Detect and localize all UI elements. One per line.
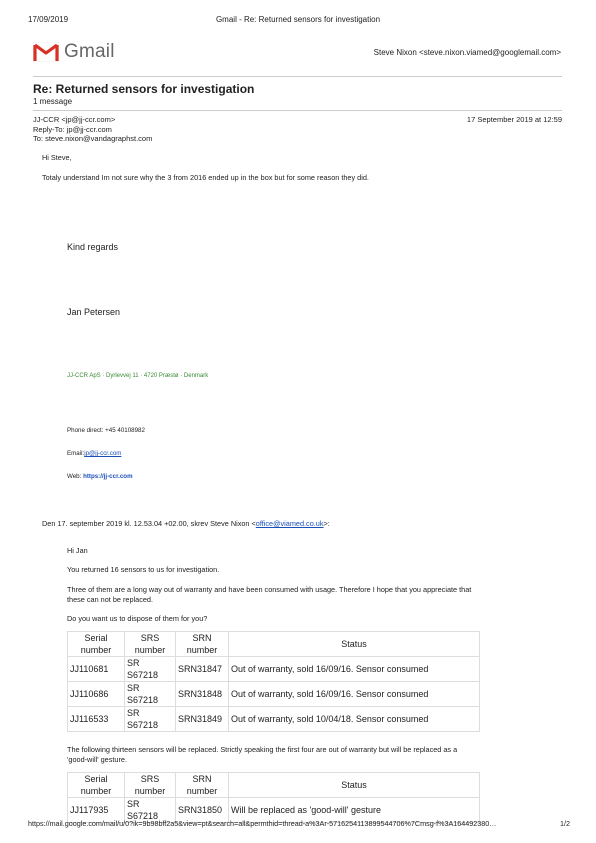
header-srn-label: SRN number (186, 633, 218, 655)
page-url: https://mail.google.com/mail/u/0?ik=9b98bff2a5&view=pt&search=all&permthid=thread-a%3Ar-5716254113899544706%7Cmsg-f%3A164492380… (28, 819, 497, 828)
header-srn-label: SRN number (186, 774, 218, 796)
reply-to: Reply-To: jp@jj-ccr.com (33, 125, 112, 134)
gmail-wordmark: Gmail (64, 41, 115, 62)
header-srn (176, 632, 229, 657)
header-status (229, 773, 480, 798)
gmail-m-icon (33, 42, 59, 62)
cell-srn: SRN31850 (176, 798, 229, 823)
cell-serial: JJ110686 (68, 682, 125, 707)
quote-paragraph-4b: 'good-will' gesture. (67, 755, 127, 764)
cell-srn: SRN31847 (176, 657, 229, 682)
email-subject: Re: Returned sensors for investigation (33, 82, 255, 96)
subject-divider (33, 110, 562, 111)
cell-status: Out of warranty, sold 16/09/16. Sensor consumed (229, 657, 480, 682)
quote-header-end: >: (323, 519, 330, 528)
table-header-row (68, 773, 480, 798)
email-label: Email: (67, 450, 85, 457)
header-serial-label: Serial number (80, 633, 112, 655)
company-address: JJ-CCR ApS · Dyrlevvej 11 · 4720 Præstø · Denmark (67, 373, 209, 379)
header-srs (125, 632, 176, 657)
table-row (68, 707, 480, 732)
quote-paragraph-1: You returned 16 sensors to us for investigation. (67, 565, 220, 574)
quote-paragraph-3: Do you want us to dispose of them for you? (67, 614, 208, 623)
cell-srn: SRN31848 (176, 682, 229, 707)
message-count: 1 message (33, 97, 73, 106)
sensor-table-consumed (67, 631, 480, 732)
cell-srs: SR S67218 (125, 798, 176, 823)
quote-email-link[interactable]: office@viamed.co.uk (255, 519, 324, 528)
page-number: 1/2 (560, 819, 570, 828)
table-row (68, 657, 480, 682)
phone-number: Phone direct: +45 40108982 (67, 427, 145, 434)
reply-line: Totaly understand Im not sure why the 3 from 2016 ended up in the box but for some reason they did. (42, 173, 369, 182)
cell-srs: SR S67218 (125, 682, 176, 707)
cell-serial: JJ110681 (68, 657, 125, 682)
quote-paragraph-2a: Three of them are a long way out of warranty and have been consumed with usage. Therefore I hope that you appreciate that (67, 585, 472, 594)
header-srn (176, 773, 229, 798)
web-line (67, 473, 133, 480)
header-srs-label: SRS number (134, 633, 166, 655)
print-date: 17/09/2019 (28, 15, 69, 24)
cell-status: Out of warranty, sold 10/04/18. Sensor consumed (229, 707, 480, 732)
quote-paragraph-4a: The following thirteen sensors will be replaced. Strictly speaking the first four are out of warranty but will be replaced as a (67, 745, 458, 754)
signoff: Kind regards (67, 242, 119, 252)
header-serial-label: Serial number (80, 774, 112, 796)
header-status (229, 632, 480, 657)
account-name: Steve Nixon <steve.nixon.viamed@googlemail.com> (373, 48, 561, 57)
quote-paragraph-2b: these can not be replaced. (67, 595, 154, 604)
cell-serial: JJ117935 (68, 798, 125, 823)
header-status-label: Status (341, 780, 367, 790)
sensor-table-replaced (67, 772, 480, 823)
signature-name: Jan Petersen (67, 307, 121, 317)
web-label: Web: (67, 473, 84, 480)
recipient: To: steve.nixon@vandagraphst.com (33, 134, 153, 143)
email-line (67, 450, 121, 457)
cell-serial: JJ116533 (68, 707, 125, 732)
message-date: 17 September 2019 at 12:59 (466, 115, 562, 124)
email-link[interactable]: jp@jj-ccr.com (84, 450, 122, 457)
header-srs (125, 773, 176, 798)
quote-header (42, 519, 330, 528)
header-serial (68, 773, 125, 798)
table-row (68, 682, 480, 707)
quote-greeting: Hi Jan (67, 546, 88, 555)
header-srs-label: SRS number (134, 774, 166, 796)
cell-srs: SR S67218 (125, 707, 176, 732)
gmail-logo (33, 41, 115, 63)
quote-header-text: Den 17. september 2019 kl. 12.53.04 +02.00, skrev Steve Nixon < (42, 519, 256, 528)
sender: JJ-CCR <jp@jj-ccr.com> (33, 115, 116, 124)
header-status-label: Status (341, 639, 367, 649)
print-title: Gmail - Re: Returned sensors for investigation (215, 15, 381, 24)
web-link[interactable]: https://jj-ccr.com (83, 473, 133, 480)
table-header-row (68, 632, 480, 657)
reply-greeting: Hi Steve, (42, 153, 72, 162)
cell-srn: SRN31849 (176, 707, 229, 732)
header-serial (68, 632, 125, 657)
cell-status: Out of warranty, sold 16/09/16. Sensor consumed (229, 682, 480, 707)
header-divider (33, 76, 562, 77)
cell-status: Will be replaced as 'good-will' gesture (229, 798, 480, 823)
cell-srs: SR S67218 (125, 657, 176, 682)
